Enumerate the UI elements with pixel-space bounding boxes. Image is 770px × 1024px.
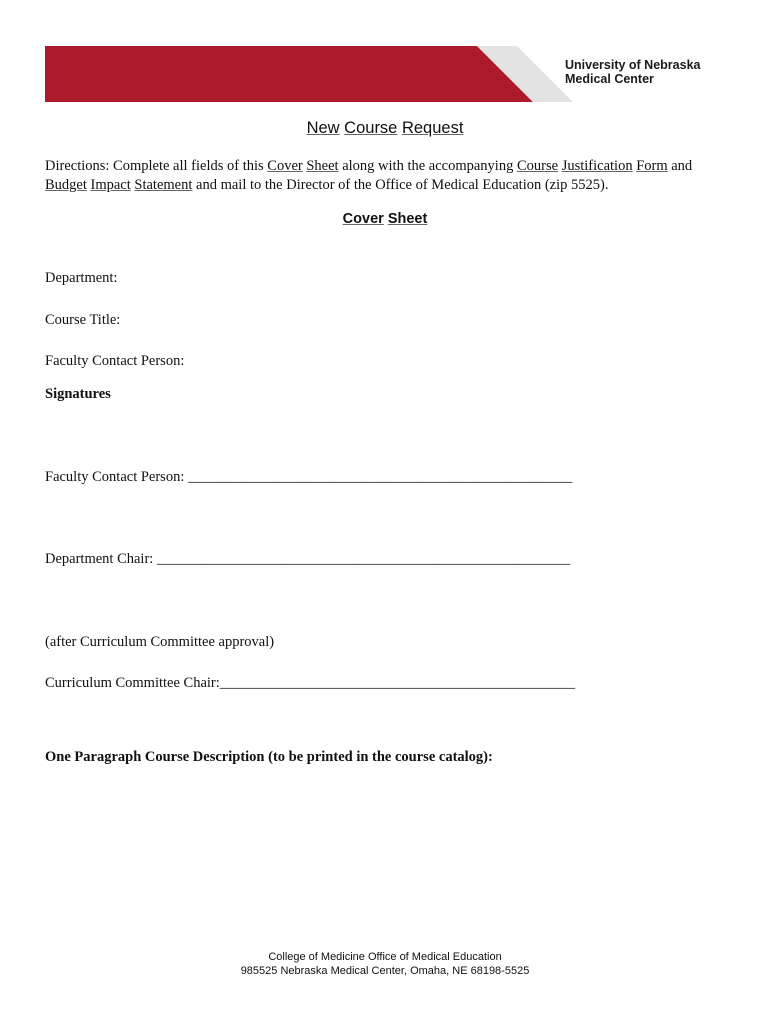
- subtitle-word: Sheet: [387, 211, 428, 227]
- logo-line1: University of Nebraska: [565, 58, 701, 72]
- course-word: Course: [516, 158, 559, 174]
- impact-word: Impact: [90, 177, 131, 193]
- course-description-heading: One Paragraph Course Description (to be printed in the course catalog):: [45, 749, 493, 765]
- budget-word: Budget: [45, 177, 87, 193]
- justification-word: Justification: [561, 158, 633, 174]
- subtitle-word: Cover: [342, 211, 384, 227]
- title-word: Course: [344, 119, 398, 137]
- faculty-contact-label: Faculty Contact Person:: [45, 353, 185, 369]
- department-label: Department:: [45, 270, 118, 286]
- signatures-heading: Signatures: [45, 386, 111, 402]
- unmc-n-logo-icon: [45, 46, 77, 80]
- curriculum-chair-signature-line: Curriculum Committee Chair:_________________________________________________: [45, 675, 576, 691]
- footer-line1: College of Medicine Office of Medical Education: [268, 951, 502, 963]
- sheet-word: Sheet: [306, 158, 339, 174]
- header-banner: [45, 46, 725, 102]
- cover-word: Cover: [267, 158, 303, 174]
- page-title: [0, 119, 770, 138]
- course-title-label: Course Title:: [45, 312, 121, 328]
- curriculum-approval-note: (after Curriculum Committee approval): [45, 634, 275, 650]
- title-word: New: [306, 119, 340, 137]
- directions-text: Directions: Complete all fields of this Cover Sheet along with the accompanying Course Justification Form and Budget Impact Statement and mail to the Director of the Office of Medical Education (zip 5525).: [45, 158, 693, 193]
- title-word: Request: [401, 119, 464, 137]
- faculty-signature-line: Faculty Contact Person: _____________________________________________________: [45, 469, 573, 485]
- page-footer: [0, 950, 770, 978]
- statement-word: Statement: [134, 177, 193, 193]
- footer-line2: 985525 Nebraska Medical Center, Omaha, NE 68198-5525: [240, 965, 530, 977]
- department-chair-signature-line: Department Chair: _________________________________________________________: [45, 551, 571, 567]
- logo-wordmark: [565, 58, 700, 86]
- form-word: Form: [636, 158, 668, 174]
- section-title: [0, 211, 770, 227]
- logo-line2: Medical Center: [565, 72, 654, 86]
